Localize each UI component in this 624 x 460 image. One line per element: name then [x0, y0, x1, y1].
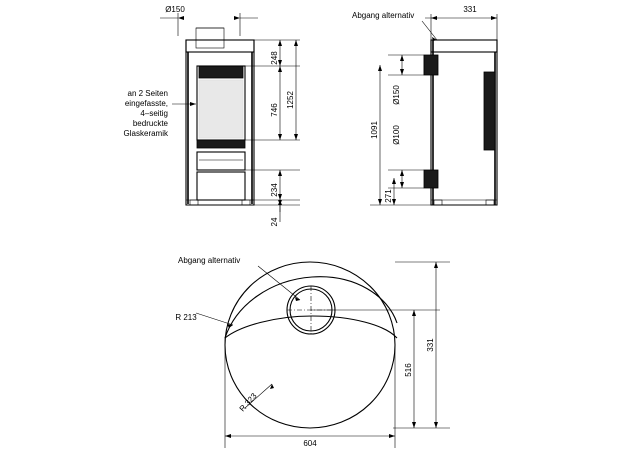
dim-glass-height: 248 [270, 51, 279, 65]
top-view [175, 256, 450, 448]
dim-foot-height: 24 [270, 217, 279, 227]
dim-radius-inner: R 323 [237, 391, 259, 414]
alternative-outlet-label-top: Abgang alternativ [178, 256, 241, 265]
note-line-5: Glaskeramik [123, 129, 168, 138]
dim-depth-total: 331 [426, 338, 435, 352]
alternative-outlet-label: Abgang alternativ [352, 11, 415, 20]
side-view [352, 5, 497, 205]
note-line-2: eingefasste, [124, 99, 168, 108]
dim-firebox-height: 746 [270, 103, 279, 117]
dim-width: 604 [303, 439, 317, 448]
note-line-3: 4–seitig [140, 109, 168, 118]
note-line-1: an 2 Seiten [127, 89, 168, 98]
dim-radius-outer: R 213 [175, 313, 197, 322]
dim-base-height: 234 [270, 183, 279, 197]
dim-rear-flue-diameter: Ø150 [392, 85, 401, 105]
dim-total-height: 1252 [286, 91, 295, 109]
dim-flue-diameter: Ø150 [165, 5, 185, 14]
front-view [124, 5, 300, 226]
glass-ceramic-note [124, 89, 169, 138]
dim-air-inlet-height: 271 [384, 189, 393, 203]
note-line-4: bedruckte [132, 119, 168, 128]
dim-outlet-offset: 516 [404, 363, 413, 377]
dim-air-inlet-diameter: Ø100 [392, 125, 401, 145]
dim-rear-outlet-height: 1091 [370, 121, 379, 139]
dim-depth: 331 [463, 5, 477, 14]
